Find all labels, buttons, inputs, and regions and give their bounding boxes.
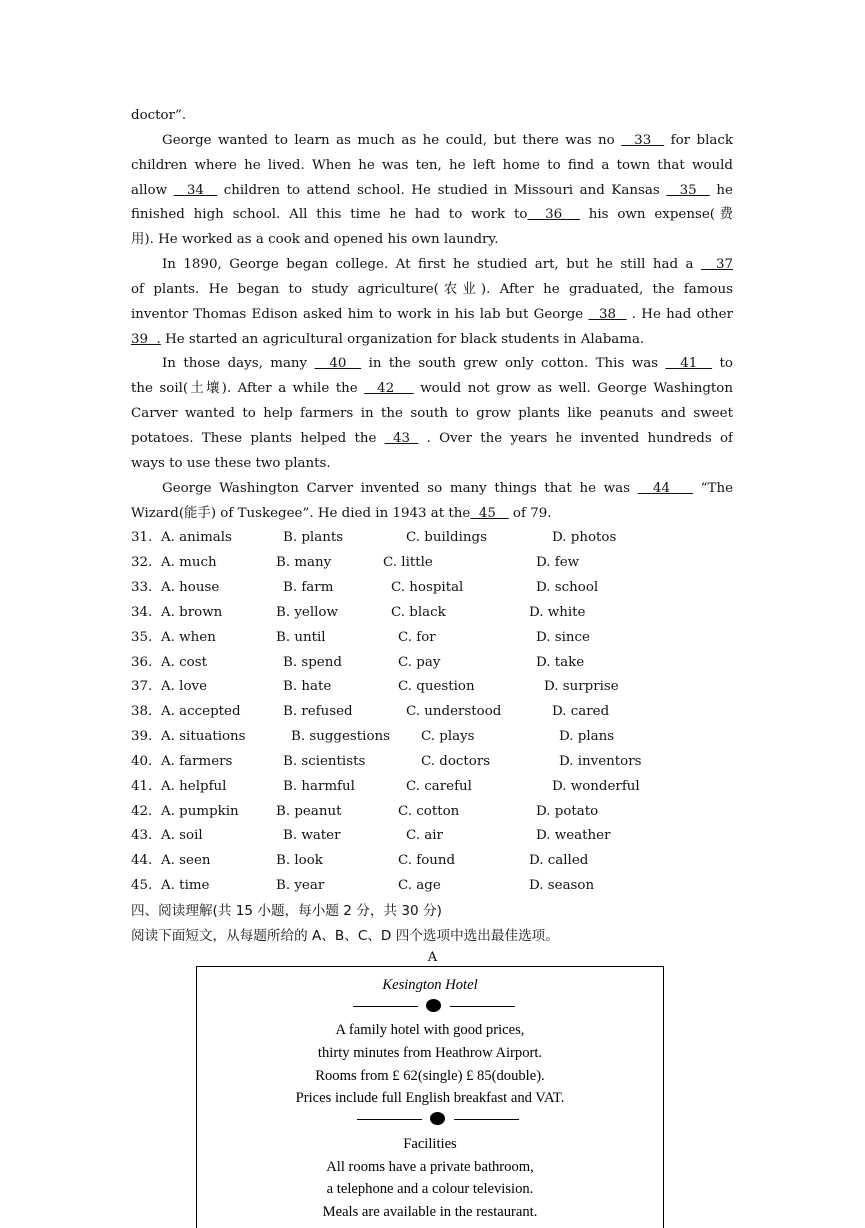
passage-line	[131, 352, 733, 377]
option-d: D. few	[536, 555, 580, 571]
question-row	[131, 576, 733, 601]
ad-title: Kesington Hotel	[382, 977, 478, 993]
text-run: allow	[131, 182, 174, 198]
option-a: A. much	[161, 555, 217, 571]
option-a: A. farmers	[161, 753, 233, 769]
ad-text-line: a telephone and a colour television.	[326, 1181, 534, 1197]
ad-divider	[197, 1111, 663, 1127]
option-b: B. harmful	[283, 778, 355, 794]
option-c: C. air	[406, 828, 443, 844]
option-a: A. love	[161, 679, 208, 695]
option-a: A. soil	[161, 828, 203, 844]
option-b: B. water	[283, 828, 341, 844]
blank-45: 45	[470, 505, 509, 521]
option-d: D. called	[529, 853, 589, 869]
section-heading: 四、阅读理解(共 15 小题，每小题 2 分，共 30 分)	[131, 903, 442, 919]
passage-line: doctor”.	[131, 108, 187, 123]
option-d: D. potato	[536, 803, 599, 819]
question-number: 40.	[131, 753, 153, 769]
question-number: 42.	[131, 803, 153, 819]
question-row	[131, 874, 733, 899]
blank-43: 43	[384, 430, 419, 446]
option-b: B. year	[276, 878, 325, 894]
text-run: In 1890, George began college. At first he studied art, but he still had a	[162, 257, 701, 273]
text-run: to	[712, 356, 733, 372]
question-number: 32.	[131, 555, 153, 571]
text-run: his own expense(费	[579, 207, 733, 223]
passage-line: Carver wanted to help farmers in the south to grow plants like peanuts and sweet	[131, 406, 733, 422]
option-d: D. photos	[552, 530, 617, 546]
option-c: C. doctors	[421, 753, 491, 769]
option-d: D. surprise	[544, 679, 619, 695]
passage-line	[131, 303, 733, 328]
text-run: the soil(土壤). After a while the	[131, 381, 365, 397]
ad-text-line: Rooms from £ 62(single) £ 85(double).	[315, 1068, 545, 1084]
option-b: B. many	[276, 555, 332, 571]
option-b: B. suggestions	[291, 729, 391, 745]
option-b: B. peanut	[276, 803, 342, 819]
blank-39: 39 .	[131, 331, 161, 347]
question-number: 31.	[131, 530, 153, 546]
blank-36: 36	[527, 207, 580, 223]
option-b: B. scientists	[283, 753, 366, 769]
blank-40: 40	[314, 356, 362, 372]
option-b: B. yellow	[276, 604, 338, 620]
question-row	[131, 775, 733, 800]
text-run: inventor Thomas Edison asked him to work in his lab but George	[131, 306, 589, 322]
question-number: 43.	[131, 828, 153, 844]
question-number: 45.	[131, 878, 153, 894]
text-run: in the south grew only cotton. This was	[361, 356, 666, 372]
option-a: A. accepted	[161, 704, 241, 720]
option-c: C. plays	[421, 729, 475, 745]
question-row	[131, 601, 733, 626]
question-number: 38.	[131, 704, 153, 720]
option-d: D. since	[536, 629, 590, 645]
option-a: A. helpful	[161, 778, 227, 794]
question-number: 34.	[131, 604, 153, 620]
question-list	[131, 526, 733, 899]
ad-text-line: Meals are available in the restaurant.	[322, 1204, 538, 1220]
passage-line	[131, 328, 733, 353]
option-b: B. refused	[283, 704, 353, 720]
question-row	[131, 651, 733, 676]
passage-line	[131, 253, 733, 278]
option-a: A. animals	[161, 530, 232, 546]
text-run: for black	[664, 132, 733, 148]
divider-rule	[450, 1006, 515, 1007]
question-number: 36.	[131, 654, 153, 670]
option-c: C. little	[383, 555, 433, 571]
option-a: A. situations	[161, 729, 246, 745]
option-d: D. white	[529, 604, 586, 620]
option-c: C. understood	[406, 704, 502, 720]
option-c: C. for	[398, 629, 436, 645]
passage-line: ways to use these two plants.	[131, 455, 331, 471]
option-d: D. cared	[552, 704, 610, 720]
text-run: “The	[693, 480, 733, 496]
option-d: D. weather	[536, 828, 611, 844]
text-run: would not grow as well. George Washington	[413, 381, 733, 397]
bullet-dot-icon	[426, 999, 441, 1012]
option-a: A. house	[161, 580, 220, 596]
question-number: 41.	[131, 778, 153, 794]
blank-33: 33	[621, 132, 665, 148]
option-b: B. look	[276, 853, 323, 869]
option-b: B. plants	[283, 530, 344, 546]
question-number: 44.	[131, 853, 153, 869]
option-a: A. cost	[161, 654, 207, 670]
blank-35: 35	[666, 182, 710, 198]
option-a: A. when	[161, 629, 216, 645]
text-run: potatoes. These plants helped the	[131, 430, 385, 446]
blank-42: 42	[364, 381, 414, 397]
blank-34: 34	[173, 182, 218, 198]
hotel-advertisement	[196, 966, 664, 1228]
text-run: he	[709, 182, 733, 198]
passage-line	[131, 129, 733, 154]
option-a: A. pumpkin	[161, 803, 239, 819]
cloze-passage	[131, 104, 733, 949]
option-b: B. hate	[283, 679, 332, 695]
option-a: A. seen	[161, 853, 211, 869]
divider-rule	[353, 1006, 418, 1007]
bullet-dot-icon	[430, 1112, 445, 1125]
section-instruction: 阅读下面短文，从每题所给的 A、B、C、D 四个选项中选出最佳选项。	[131, 927, 559, 944]
option-d: D. plans	[559, 729, 615, 745]
text-run: children to attend school. He studied in Missouri and Kansas	[217, 182, 667, 198]
ad-text-line: A family hotel with good prices,	[335, 1022, 525, 1038]
option-d: D. inventors	[559, 753, 642, 769]
option-a: A. time	[161, 878, 210, 894]
option-d: D. take	[536, 654, 585, 670]
option-c: C. found	[398, 853, 456, 869]
text-run: In those days, many	[162, 356, 315, 372]
question-number: 35.	[131, 629, 153, 645]
option-b: B. spend	[283, 654, 342, 670]
text-run: George wanted to learn as much as he could, but there was no	[162, 132, 622, 148]
question-row	[131, 526, 733, 551]
ad-text-line: All rooms have a private bathroom,	[326, 1159, 534, 1175]
option-c: C. pay	[398, 654, 441, 670]
ad-text-line: Prices include full English breakfast and VAT.	[295, 1090, 565, 1106]
text-run: . He had other	[626, 306, 733, 322]
option-c: C. cotton	[398, 803, 460, 819]
passage-line	[131, 502, 733, 527]
question-row	[131, 700, 733, 725]
ad-divider	[197, 998, 663, 1014]
text-run: finished high school. All this time he had to work to	[131, 207, 528, 223]
option-c: C. careful	[406, 778, 472, 794]
question-row	[131, 675, 733, 700]
option-b: B. until	[276, 629, 326, 645]
passage-line: children where he lived. When he was ten, he left home to find a town that would	[131, 157, 733, 173]
passage-line: of plants. He began to study agriculture(农业). After he graduated, the famous	[131, 281, 733, 297]
text-run: Wizard(能手) of Tuskegee”. He died in 1943 at the	[131, 505, 471, 521]
text-run: He started an agricultural organization for black students in Alabama.	[160, 331, 645, 347]
blank-44: 44	[637, 480, 693, 496]
option-a: A. brown	[161, 604, 223, 620]
text-run: of 79.	[508, 505, 552, 521]
option-b: B. farm	[283, 580, 334, 596]
question-row	[131, 849, 733, 874]
option-d: D. school	[536, 580, 599, 596]
blank-38: 38	[588, 306, 627, 322]
passage-line	[131, 179, 733, 204]
blank-41: 41	[665, 356, 713, 372]
question-row	[131, 626, 733, 651]
question-number: 39.	[131, 729, 153, 745]
option-c: C. age	[398, 878, 441, 894]
text-run: George Washington Carver invented so many things that he was	[162, 480, 638, 496]
passage-line: 用). He worked as a cook and opened his own laundry.	[131, 232, 499, 248]
option-d: D. season	[529, 878, 595, 894]
ad-facilities-heading: Facilities	[403, 1136, 457, 1152]
text-run: . Over the years he invented hundreds of	[418, 430, 733, 446]
option-d: D. wonderful	[552, 778, 640, 794]
option-c: C. black	[391, 604, 446, 620]
divider-rule	[357, 1119, 422, 1120]
question-row	[131, 750, 733, 775]
blank-37: 37	[701, 257, 733, 273]
option-c: C. question	[398, 679, 475, 695]
question-row	[131, 725, 733, 750]
question-number: 33.	[131, 580, 153, 596]
question-number: 37.	[131, 679, 153, 695]
question-row	[131, 551, 733, 576]
passage-line	[131, 377, 733, 402]
ad-text-line: thirty minutes from Heathrow Airport.	[317, 1045, 543, 1061]
option-c: C. hospital	[391, 580, 464, 596]
passage-line	[131, 203, 733, 228]
question-row	[131, 824, 733, 849]
question-row	[131, 800, 733, 825]
passage-label: A	[427, 950, 438, 965]
passage-line	[131, 427, 733, 452]
divider-rule	[454, 1119, 519, 1120]
option-c: C. buildings	[406, 530, 487, 546]
passage-line	[131, 477, 733, 502]
